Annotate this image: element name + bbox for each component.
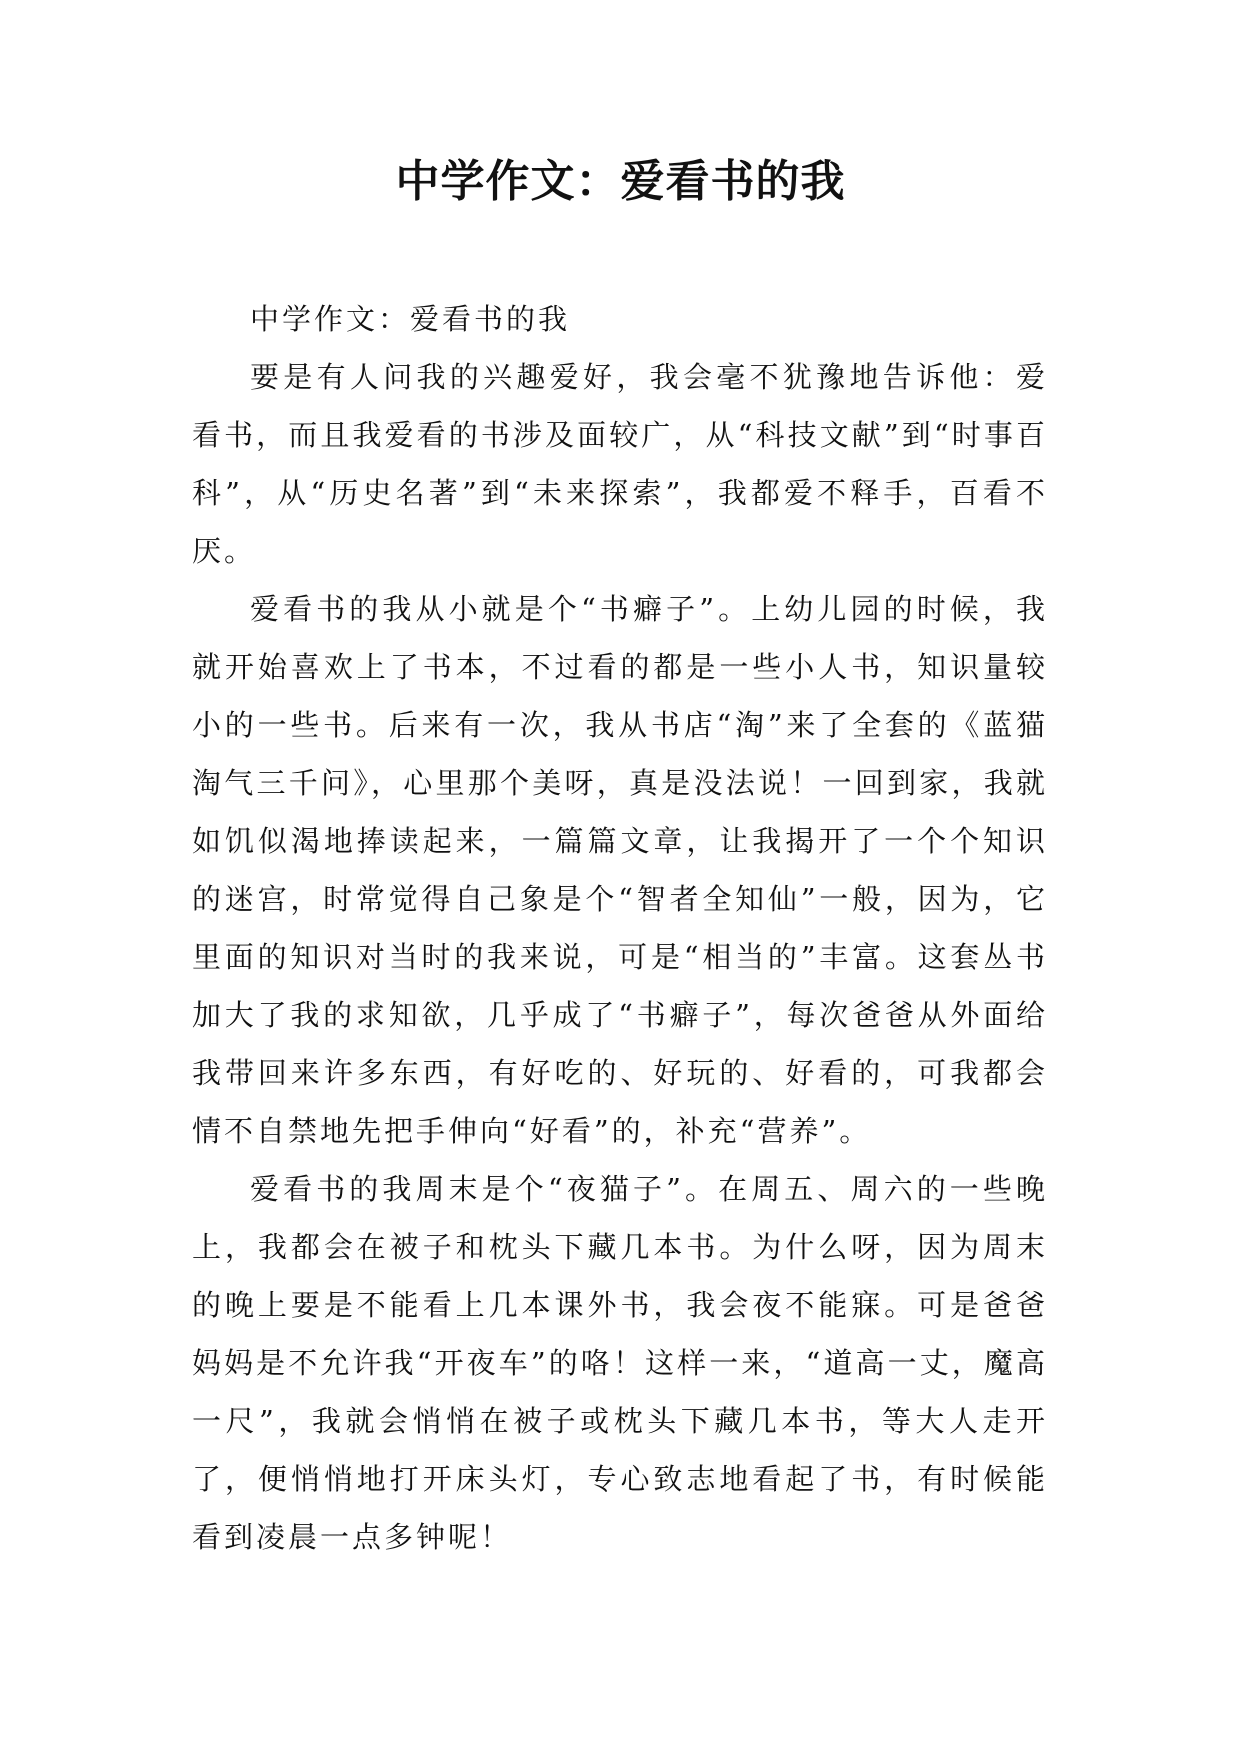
paragraph-night-owl: 爱看书的我周末是个“夜猫子”。在周五、周六的一些晚上，我都会在被子和枕头下藏几本书。为什么呀，因为周末的晚上要是不能看上几本课外书，我会夜不能寐。可是爸爸妈妈是不允许我“开夜车”的咯！这样一来，“道高一丈，魔高一尺”，我就会悄悄在被子或枕头下藏几本书，等大人走开了，便悄悄地打开床头灯，专心致志地看起了书，有时候能看到凌晨一点多钟呢！ bbox=[192, 1172, 1048, 1554]
document-title: 中学作文：爱看书的我 bbox=[395, 156, 846, 207]
paragraph-bookworm: 爱看书的我从小就是个“书癖子”。上幼儿园的时候，我就开始喜欢上了书本，不过看的都是一些小人书，知识量较小的一些书。后来有一次，我从书店“淘”来了全套的《蓝猫淘气三千问》，心里那个美呀，真是没法说！一回到家，我就如饥似渴地捧读起来，一篇篇文章，让我揭开了一个个知识的迷宫，时常觉得自己象是个“智者全知仙”一般，因为，它里面的知识对当时的我来说，可是“相当的”丰富。这套丛书加大了我的求知欲，几乎成了“书癖子”，每次爸爸从外面给我带回来许多东西，有好吃的、好玩的、好看的，可我都会情不自禁地先把手伸向“好看”的，补充“营养”。 bbox=[192, 592, 1048, 1148]
document-body bbox=[192, 290, 1048, 1566]
paragraph-subtitle: 中学作文：爱看书的我 bbox=[250, 302, 571, 336]
paragraph-intro: 要是有人问我的兴趣爱好，我会毫不犹豫地告诉他：爱看书，而且我爱看的书涉及面较广，从“科技文献”到“时事百科”，从“历史名著”到“未来探索”，我都爱不释手，百看不厌。 bbox=[192, 360, 1048, 568]
